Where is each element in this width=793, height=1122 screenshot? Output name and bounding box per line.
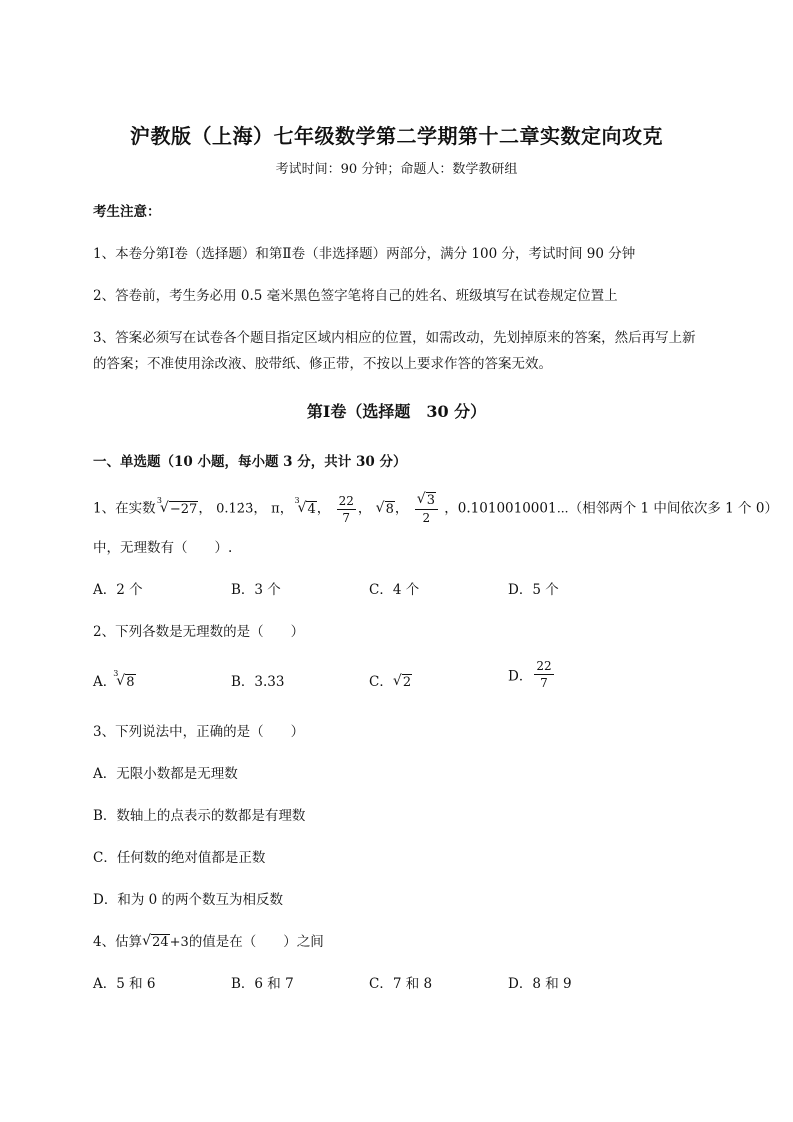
q4-suffix: 的值是在（ ）之间 — [188, 934, 324, 950]
notice-heading: 考生注意： — [93, 204, 161, 220]
q1-cube-root-4: 3 √ 4 — [294, 495, 316, 517]
q1-frac-den: 2 — [422, 511, 431, 525]
q4-root-body: 24 — [152, 935, 169, 950]
q1-option-a[interactable]: A．2 个 — [93, 582, 143, 598]
q1-fraction-sqrt3-2: √ 3 2 — [415, 494, 438, 524]
question-1-stem-line2: 中，无理数有（ ）. — [93, 540, 233, 556]
q1-root-index: 3 — [294, 495, 300, 505]
q2-option-a[interactable]: A． 3 √ 8 — [93, 669, 135, 690]
q2-c-label: C． — [369, 674, 393, 690]
q1-frac-num: 22 — [338, 493, 354, 508]
question-3-stem: 3、下列说法中，正确的是（ ） — [93, 724, 305, 740]
question-2-stem: 2、下列各数是无理数的是（ ） — [93, 624, 305, 640]
q4-sqrt-24: √ 24 — [142, 933, 169, 950]
q1-root-body: −27 — [169, 501, 198, 517]
q2-a-label: A． — [93, 674, 117, 690]
notice-item-3: 3、答案必须写在试卷各个题目指定区域内相应的位置，如需改动，先划掉原来的答案，然后再写上新 — [93, 330, 696, 346]
q1-sqrt-8: √ 8 — [375, 499, 394, 517]
q1-root-index: 3 — [156, 495, 162, 505]
q3-option-c[interactable]: C．任何数的绝对值都是正数 — [93, 850, 266, 866]
q2-option-c[interactable]: C． √ 2 — [369, 673, 412, 690]
notice-item-1: 1、本卷分第Ⅰ卷（选择题）和第Ⅱ卷（非选择题）两部分，满分 100 分，考试时间 90 分钟 — [93, 246, 636, 262]
q1-pi: π — [271, 501, 280, 517]
q2-d-frac-den: 7 — [540, 676, 548, 690]
q3-option-d[interactable]: D．和为 0 的两个数互为相反数 — [93, 892, 283, 908]
q2-a-root-body: 8 — [126, 675, 135, 690]
q1-sep: ， — [357, 500, 372, 517]
q1-cube-root-neg27: 3 √ −27 — [156, 495, 198, 517]
notice-item-2: 2、答卷前，考生务必用 0.5 毫米黑色签字笔将自己的姓名、班级填写在试卷规定位置上 — [93, 288, 618, 304]
q1-tail: ，0.1010010001⋯（相邻两个 1 中间依次多 1 个 0） — [444, 500, 778, 517]
question-1-stem — [93, 491, 778, 525]
q3-option-a[interactable]: A．无限小数都是无理数 — [93, 766, 238, 782]
q1-root-body: 4 — [307, 501, 316, 517]
q1-sep: ， — [279, 500, 294, 517]
q2-option-b[interactable]: B．3.33 — [231, 674, 285, 690]
q2-d-frac-num: 22 — [536, 659, 552, 673]
q1-frac-root-body: 3 — [426, 493, 435, 508]
q2-option-d[interactable] — [508, 660, 556, 689]
q1-option-d[interactable]: D．5 个 — [508, 582, 559, 598]
q1-sep: ， — [316, 500, 331, 517]
q1-option-c[interactable]: C．4 个 — [369, 582, 420, 598]
q1-root-body: 8 — [385, 501, 394, 517]
q3-option-b[interactable]: B．数轴上的点表示的数都是有理数 — [93, 808, 306, 824]
q1-repeating-decimal: 0.12̇3̇ — [216, 501, 254, 517]
q2-c-root-body: 2 — [402, 675, 412, 690]
q1-frac-den: 7 — [342, 510, 351, 525]
q4-option-b[interactable]: B．6 和 7 — [231, 976, 294, 992]
q1-sep: ， — [394, 500, 409, 517]
q2-d-label: D． — [508, 668, 533, 685]
q4-option-d[interactable]: D．8 和 9 — [508, 976, 572, 992]
section-title: 第Ⅰ卷（选择题 30 分） — [306, 402, 487, 421]
q1-fraction-22-7 — [337, 495, 356, 524]
q4-plus-three: +3 — [169, 935, 189, 950]
q1-sep: ， — [253, 500, 267, 517]
exam-info: 考试时间：90 分钟；命题人：数学教研组 — [275, 162, 518, 177]
q1-sep: ， — [198, 500, 212, 517]
question-group-title: 一、单选题（10 小题，每小题 3 分，共计 30 分） — [93, 454, 407, 470]
page-title: 沪教版（上海）七年级数学第二学期第十二章实数定向攻克 — [130, 124, 663, 148]
q2-a-root-index: 3 — [113, 669, 119, 678]
q4-option-a[interactable]: A．5 和 6 — [93, 976, 156, 992]
q1-prefix: 1、在实数 — [93, 500, 156, 517]
notice-item-3-cont: 的答案；不准使用涂改液、胶带纸、修正带，不按以上要求作答的答案无效。 — [93, 356, 552, 372]
q1-option-b[interactable]: B．3 个 — [231, 582, 281, 598]
q4-option-c[interactable]: C．7 和 8 — [369, 976, 433, 992]
question-4-stem — [93, 930, 324, 950]
q4-prefix: 4、估算 — [93, 934, 143, 950]
